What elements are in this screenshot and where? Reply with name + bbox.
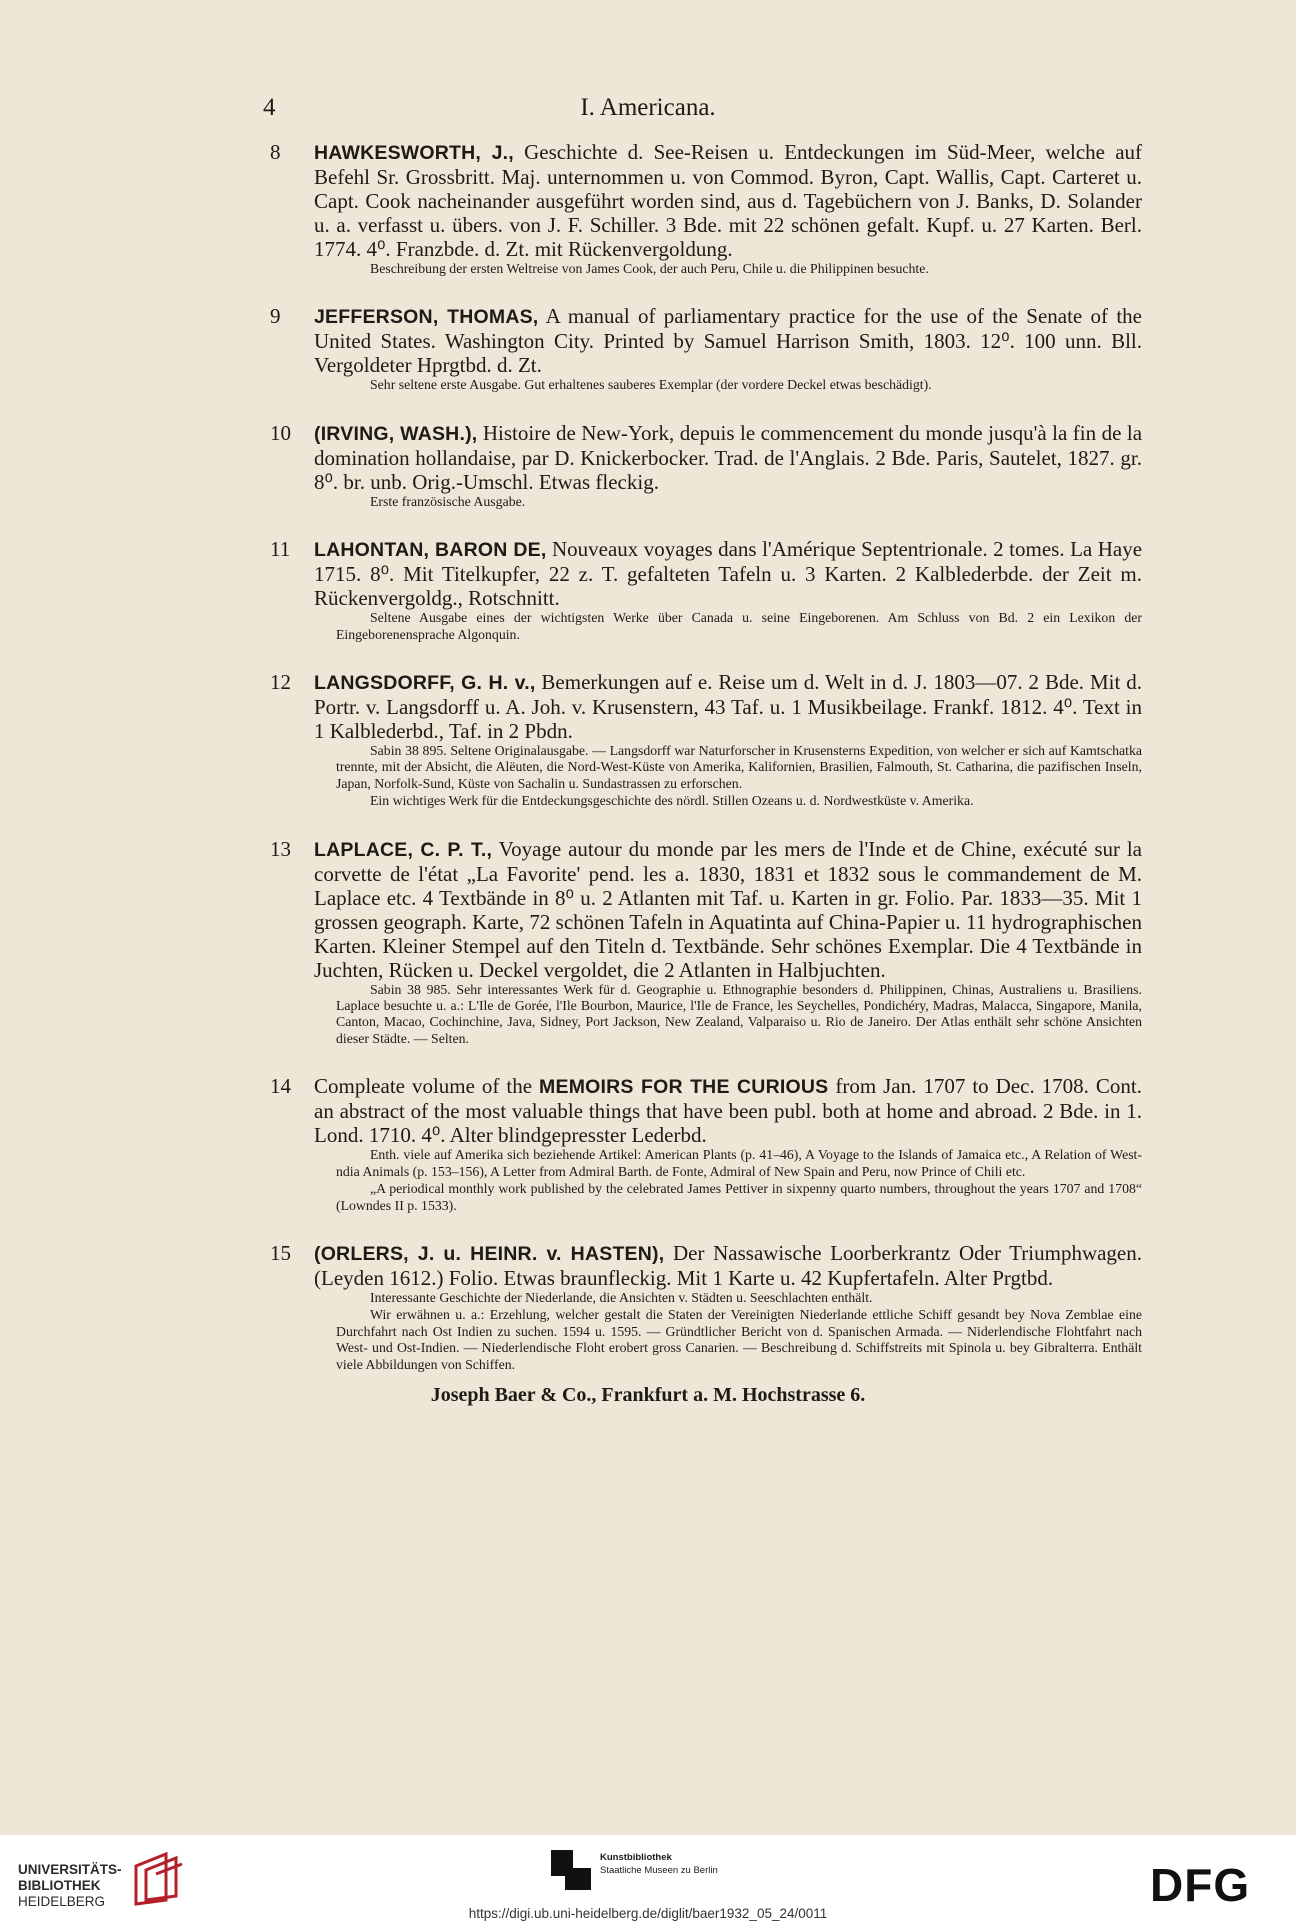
entry-number: 14 [270, 1074, 291, 1099]
entry-headword: LANGSDORFF, G. H. v., [314, 672, 536, 695]
entry-text: Voyage autour du monde par les mers de l'Inde et de Chine, exécuté sur la corvette de l'état „La Favorite' pend. les a. 1830, 1831 et 1832 sous le commandement de M. Laplace etc. 4 Textbände in 8⁰ u. 2 Atlanten mit Taf. u. Karten in gr. Folio. Par. 1833—35. Mit 1 grossen geograph. Karte, 72 schönen Tafeln in Aquatinta auf China-Papier u. 11 hydrographischen Karten. Kleiner Stempel auf den Titeln d. Textbände. Sehr schönes Exemplar. Die 4 Textbände in Juchten, Rücken u. Deckel vergoldet, die 2 Atlanten in Halbjuchten. [314, 836, 1142, 982]
catalogue-entry-15 [272, 1241, 1142, 1373]
entry-note: Sehr seltene erste Ausgabe. Gut erhaltenes sauberes Exemplar (der vordere Deckel etwas beschädigt). [370, 377, 932, 393]
running-header [0, 94, 1296, 134]
entry-note: Interessante Geschichte der Niederlande, die Ansichten v. Städten u. Seeschlachten enthält. [370, 1289, 873, 1305]
catalogue-entries [272, 140, 1142, 1400]
entry-text-before: Compleate volume of the [314, 1074, 533, 1099]
entry-note: Sabin 38 895. Seltene Originalausgabe. — Langsdorff war Naturforscher in Krusensterns Expedition, von welcher er sich auf Kamtschatka trennte, mit der Absicht, die Alëuten, die Nord-West-Küste von Amerika, Kalifornien, Brasilien, Falmouth, St. Catharina, die pazifischen Inseln, Japan, Norfolk-Sund, Küste von Sachalin u. Sundastrassen zu erforschen. [336, 743, 1142, 791]
entry-description [314, 140, 1142, 261]
kunstbibliothek-logo-icon[interactable] [551, 1850, 591, 1890]
catalogue-entry-14 [272, 1074, 1142, 1214]
heidelberg-library-link[interactable] [18, 1862, 122, 1910]
entry-text: A manual of parliamentary practice for the use of the Senate of the United States. Washington City. Printed by Samuel Harrison Smith, 1803. 12⁰. 100 unn. Bll. Vergoldeter Hprgtbd. d. Zt. [314, 304, 1142, 378]
university-line-2: BIBLIOTHEK [18, 1878, 101, 1893]
entry-note: Wir erwähnen u. a.: Erzehlung, welcher gestalt die Staten der Vereinigten Niederlande ettliche Schiff gesandt bey Nova Zemblae eine Durchfahrt nach Ost Indien zu suchen. 1594 u. 1595. — Gründtlicher Bericht von d. Spanischen Armada. — Niderlendische Flohtfahrt nach West- und Ost-Indien. — Niederlendische Floht erobert gross Canarien. — Beschreibung d. Schiffstreits mit Spinola u. bey Gibralterra. Enthält viele Abbildungen von Schiffen. [336, 1307, 1142, 1372]
catalogue-entry-10 [272, 421, 1142, 510]
entry-number: 15 [270, 1240, 291, 1265]
entry-headword: LAHONTAN, BARON DE, [314, 539, 547, 562]
catalogue-entry-11 [272, 537, 1142, 643]
catalogue-entry-9 [272, 304, 1142, 393]
entry-note: „A periodical monthly work published by the celebrated James Pettiver in sixpenny quarto numbers, throughout the years 1707 and 1708“ (Lowndes II p. 1533). [336, 1181, 1142, 1213]
entry-number: 10 [270, 420, 291, 445]
entry-note: Beschreibung der ersten Weltreise von James Cook, der auch Peru, Chile u. die Philippinen besuchte. [370, 261, 929, 276]
catalogue-entry-8 [272, 140, 1142, 277]
entry-description [314, 837, 1142, 982]
entry-text: Der Nassawische Loorberkrantz Oder Triumphwagen. (Leyden 1612.) Folio. Etwas braunfleckig. Mit 1 Karte u. 42 Kupfertafeln. Alter Prgtbd. [314, 1240, 1142, 1290]
heidelberg-logo-icon[interactable] [132, 1848, 184, 1906]
entry-note: Erste französische Ausgabe. [370, 493, 526, 509]
publisher-line: Joseph Baer & Co., Frankfurt a. M. Hochstrasse 6. [430, 1384, 866, 1406]
university-line-1: UNIVERSITÄTS- [18, 1862, 122, 1877]
university-line-3: HEIDELBERG [18, 1894, 106, 1909]
page-title: I. Americana. [580, 94, 716, 121]
entry-description [314, 421, 1142, 494]
entry-description [314, 670, 1142, 743]
kunstbibliothek-name: Kunstbibliothek [600, 1852, 672, 1863]
entry-number: 13 [270, 836, 291, 861]
entry-description [314, 1241, 1142, 1290]
entry-note: Sabin 38 985. Sehr interessantes Werk für d. Geographie u. Ethnographie besonders d. Philippinen, Chinas, Australiens u. Brasiliens. Laplace besuchte u. a.: L'Ile de Gorée, l'Ile Bourbon, Maurice, l'Ile de France, les Seychelles, Pondichéry, Madras, Malacca, Singapore, Manila, Canton, Macao, Cochinchine, Java, Sidney, Port Jackson, New Zealand, Valparaiso u. Rio de Janeiro. Der Atlas enthält sehr schöne Ansichten dieser Städte. — Selten. [336, 981, 1142, 1046]
entry-headword: (IRVING, WASH.), [314, 422, 478, 445]
entry-description [314, 304, 1142, 377]
entry-text: Nouveaux voyages dans l'Amérique Septentrionale. 2 tomes. La Haye 1715. 8⁰. Mit Titelkupfer, 22 z. T. gefalteten Tafeln u. 3 Karten. 2 Kalblederbde. der Zeit m. Rückenvergoldg., Rotschnitt. [314, 537, 1143, 611]
entry-text: Geschichte d. See-Reisen u. Entdeckungen im Süd-Meer, welche auf Befehl Sr. Grossbritt. Maj. unternommen u. von Commod. Byron, Capt. Wallis, Capt. Carteret u. Capt. Cook nacheinander ausgeführt worden sind, aus d. Tagebüchern von J. Banks, D. Solander u. a. verfasst u. übers. von J. F. Schiller. 3 Bde. mit 22 schönen gefalt. Kupf. u. 27 Karten. Berl. 1774. 4⁰. Franzbde. d. Zt. mit Rückenvergoldung. [314, 140, 1143, 261]
entry-text: Histoire de New-York, depuis le commencement du monde jusqu'à la fin de la domination hollandaise, par D. Knickerbocker. Trad. de l'Anglais. 2 Bde. Paris, Sautelet, 1827. gr. 8⁰. br. unb. Orig.-Umschl. Etwas fleckig. [314, 420, 1143, 494]
entry-description [314, 1074, 1142, 1147]
entry-note: Ein wichtiges Werk für die Entdeckungsgeschichte des nördl. Stillen Ozeans u. d. Nordwestküste v. Amerika. [370, 793, 974, 809]
entry-text: Bemerkungen auf e. Reise um d. Welt in d. J. 1803—07. 2 Bde. Mit d. Portr. v. Langsdorff u. A. Joh. v. Krusenstern, 43 Taf. u. 1 Musikbeilage. Frankf. 1812. 4⁰. Text in 1 Kalblederbd., Taf. in 2 Pbdn. [314, 670, 1142, 744]
entry-headword: MEMOIRS FOR THE CURIOUS [539, 1076, 829, 1099]
catalogue-entry-12 [272, 670, 1142, 810]
kunstbibliothek-label [600, 1851, 718, 1877]
page-number: 4 [263, 94, 276, 121]
entry-note: Seltene Ausgabe eines der wichtigsten Werke über Canada u. seine Eingeborenen. Am Schluss von Bd. 2 ein Lexikon der Eingeborenensprache Algonquin. [336, 610, 1142, 642]
catalogue-entry-13 [272, 837, 1142, 1048]
permalink-url[interactable]: https://digi.ub.uni-heidelberg.de/diglit/baer1932_05_24/0011 [468, 1906, 828, 1921]
entry-headword: LAPLACE, C. P. T., [314, 838, 493, 861]
entry-number: 8 [270, 140, 281, 164]
entry-headword: JEFFERSON, THOMAS, [314, 306, 539, 329]
kunstbibliothek-sub: Staatliche Museen zu Berlin [600, 1865, 718, 1876]
entry-number: 9 [270, 304, 281, 329]
entry-text: from Jan. 1707 to Dec. 1708. Cont. an abstract of the most valuable things that have been publ. both at home and abroad. 2 Bde. in 1. Lond. 1710. 4⁰. Alter blindgepresster Lederbd. [314, 1074, 1143, 1148]
entry-headword: HAWKESWORTH, J., [314, 142, 514, 164]
entry-headword: (ORLERS, J. u. HEINR. v. HASTEN), [314, 1242, 665, 1265]
entry-number: 12 [270, 670, 291, 695]
dfg-logo[interactable]: DFG [1150, 1859, 1251, 1911]
entry-note: Enth. viele auf Amerika sich beziehende Artikel: American Plants (p. 41–46), A Voyage to the Islands of Jamaica etc., A Relation of West-ndia Animals (p. 153–156), A Letter from Admiral Barth. de Fonte, Admiral of New Spain and Peru, now Prince of Chili etc. [336, 1147, 1142, 1179]
entry-description [314, 537, 1142, 610]
entry-number: 11 [270, 537, 291, 562]
